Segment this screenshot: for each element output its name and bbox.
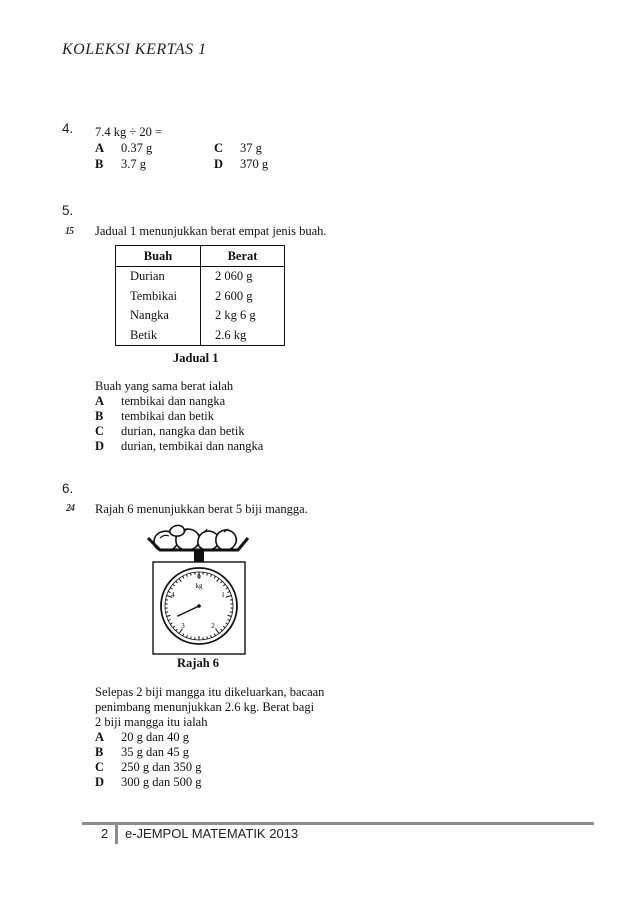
option-letter: D [214, 157, 224, 171]
question-6-line-1: Selepas 2 biji mangga itu dikeluarkan, bacaan [95, 685, 325, 699]
question-4-number: 4. [62, 121, 74, 136]
question-4-option-d [214, 156, 268, 172]
question-5-question: Buah yang sama berat ialah [95, 379, 234, 393]
dial-label: 4 [171, 591, 175, 599]
table-cell: Tembikai [116, 287, 201, 307]
weighing-scale-illustration [140, 520, 260, 655]
question-6-option-a [95, 729, 189, 745]
question-5-option-c [95, 423, 245, 439]
table-header-cell: Berat [201, 246, 285, 267]
question-6-marker: 24 [66, 503, 74, 514]
option-letter: C [95, 424, 105, 438]
dial-label: 3 [181, 622, 185, 630]
table-cell: 2 kg 6 g [201, 306, 285, 326]
table-caption: Jadual 1 [173, 351, 219, 365]
option-text: 300 g dan 500 g [121, 775, 202, 789]
option-letter: D [95, 775, 105, 789]
option-text: 35 g dan 45 g [121, 745, 190, 759]
figure-caption: Rajah 6 [177, 656, 220, 670]
question-4-stem: 7.4 kg ÷ 20 = [95, 125, 163, 139]
question-6-option-d [95, 774, 202, 790]
mango-icon [154, 525, 236, 550]
dial-label: 2 [211, 622, 215, 630]
question-6-option-c [95, 759, 202, 775]
table-cell: 2 060 g [201, 267, 285, 287]
option-letter: B [95, 409, 104, 423]
question-5-stem: Jadual 1 menunjukkan berat empat jenis buah. [95, 224, 327, 238]
table-row [116, 287, 285, 307]
option-text: durian, tembikai dan nangka [121, 439, 264, 453]
option-text: 0.37 g [121, 141, 153, 155]
option-letter: A [95, 730, 105, 744]
option-text: 20 g dan 40 g [121, 730, 190, 744]
option-text: durian, nangka dan betik [121, 424, 245, 438]
dial-unit: kg [195, 582, 203, 590]
question-5-number: 5. [62, 203, 74, 218]
fruit-weight-table [115, 245, 285, 346]
dial-tick [191, 637, 192, 639]
footer-title: e-JEMPOL MATEMATIK 2013 [125, 826, 299, 841]
question-5-marker: 15 [65, 226, 73, 237]
question-6-option-b [95, 744, 189, 760]
option-letter: B [95, 745, 104, 759]
option-letter: C [95, 760, 105, 774]
footer-rule [82, 822, 594, 825]
option-text: 3.7 g [121, 157, 146, 171]
question-6-line-3: 2 biji mangga itu ialah [95, 715, 208, 729]
table-header-row [116, 246, 285, 267]
footer-page-number: 2 [101, 826, 109, 841]
dial-tick [191, 573, 192, 575]
table-header-cell: Buah [116, 246, 201, 267]
option-letter: C [214, 141, 224, 155]
scale-dial [161, 568, 237, 644]
question-5-option-b [95, 408, 214, 424]
option-letter: A [95, 394, 105, 408]
question-5-option-a [95, 393, 225, 409]
question-4-option-b [95, 156, 146, 172]
option-text: tembikai dan nangka [121, 394, 226, 408]
option-text: 37 g [240, 141, 262, 155]
scale-stem [194, 550, 204, 562]
table-row [116, 267, 285, 287]
option-text: 250 g dan 350 g [121, 760, 202, 774]
table-cell: 2 600 g [201, 287, 285, 307]
option-letter: D [95, 439, 105, 453]
option-text: tembikai dan betik [121, 409, 215, 423]
question-6-number: 6. [62, 481, 74, 496]
option-text: 370 g [240, 157, 269, 171]
question-4-option-a [95, 140, 152, 156]
option-letter: A [95, 141, 105, 155]
option-letter: B [95, 157, 104, 171]
table-cell: 2.6 kg [201, 326, 285, 346]
table-row [116, 326, 285, 346]
dial-tick [207, 637, 208, 639]
question-6-line-2: penimbang menunjukkan 2.6 kg. Berat bagi [95, 700, 315, 714]
question-5-option-d [95, 438, 263, 454]
dial-label: 0 [197, 573, 201, 581]
question-6-stem: Rajah 6 menunjukkan berat 5 biji mangga. [95, 502, 308, 516]
dial-tick [207, 573, 208, 575]
table-row [116, 306, 285, 326]
table-cell: Betik [116, 326, 201, 346]
page-header-title: KOLEKSI KERTAS 1 [62, 41, 207, 58]
footer-divider [115, 825, 118, 844]
question-4-option-c [214, 140, 262, 156]
table-cell: Durian [116, 267, 201, 287]
table-cell: Nangka [116, 306, 201, 326]
dial-label: 1 [221, 591, 225, 599]
